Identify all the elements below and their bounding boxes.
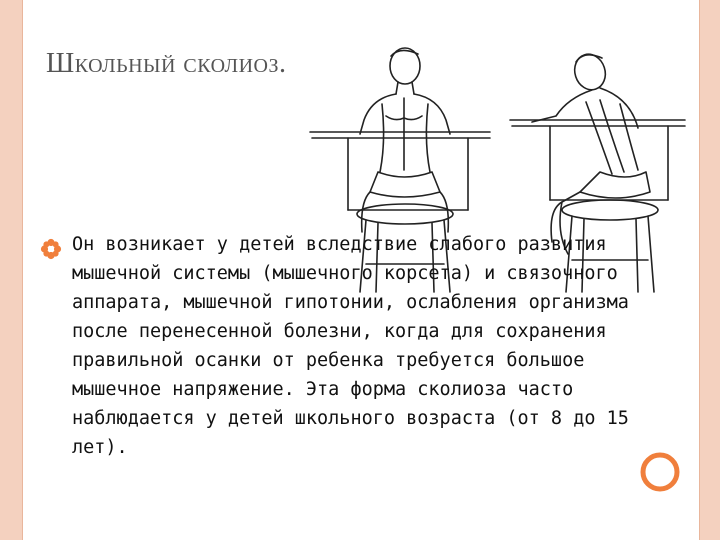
slide-body-text: Он возникает у детей вследствие слабого развития мышечной системы (мышечного корсета) и связочного аппарата, мышечной гипотонии, ослабления организма после перенесенной болезни, когда для сохранения правильной осанки от ребенка требуется большое мышечное напряжение. Эта форма сколиоза часто наблюдается у детей школьного возраста (от 8 до 15 лет). — [72, 234, 629, 458]
slide-title: Школьный сколиоз. — [46, 48, 287, 79]
decorative-circle-icon — [640, 452, 680, 492]
star-flower-icon — [40, 238, 62, 260]
frame-divider-right — [699, 0, 700, 540]
slide-frame-right — [700, 0, 720, 540]
slide-frame-left — [0, 0, 22, 540]
frame-divider-left — [22, 0, 23, 540]
